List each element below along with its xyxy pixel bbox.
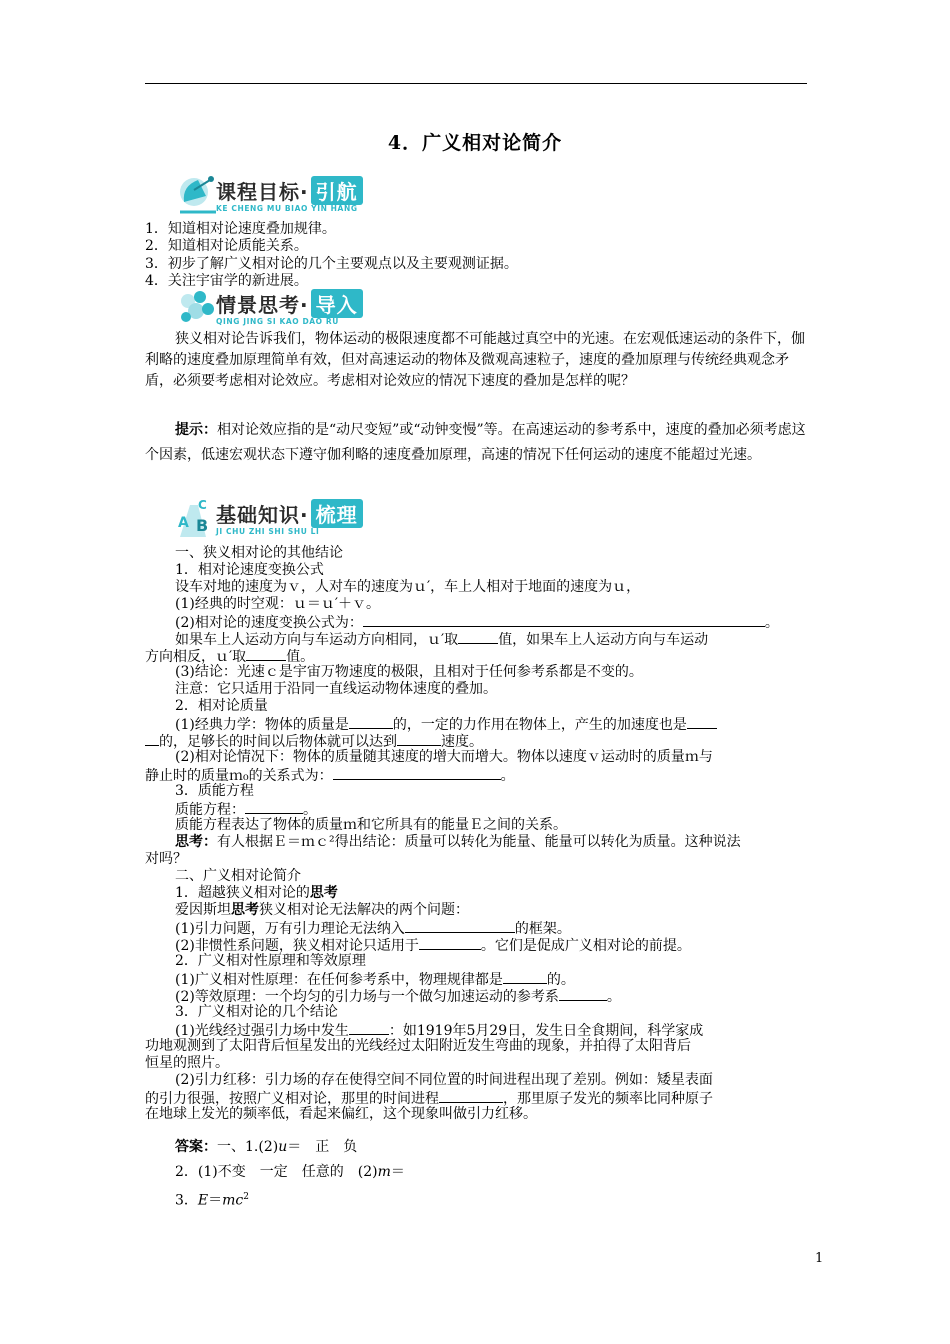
text-line: 爱因斯坦思考狭义相对论无法解决的两个问题：: [175, 902, 469, 918]
text-line: (2)引力红移：引力场的存在使得空间不同位置的时间进程出现了差别。例如：矮星表面: [175, 1072, 713, 1088]
subsection-heading: 1．超越狭义相对论的思考: [175, 885, 338, 901]
hint-label: 提示：: [175, 422, 217, 438]
banner-pinyin: QING JING SI KAO DAO RU: [216, 317, 339, 326]
text-line: 思考：有人根据Ｅ＝ｍｃ²得出结论：质量可以转化为能量、能量可以转化为质量。这种说法: [175, 834, 741, 850]
svg-text:B: B: [196, 516, 209, 535]
fill-blank[interactable]: [405, 919, 515, 933]
fill-blank[interactable]: [245, 800, 303, 814]
answer-line: 3．$E=mc^2$: [175, 1192, 250, 1209]
text-line: 如果车上人运动方向与车运动方向相同，ｕ′取 值，如果车上人运动方向与车运动: [175, 632, 709, 648]
page-title: 4．广义相对论简介: [387, 132, 563, 154]
fill-blank[interactable]: [397, 732, 441, 746]
banner-title: 情景思考· 导入: [216, 289, 363, 318]
fill-blank[interactable]: [246, 647, 286, 661]
fill-blank[interactable]: [559, 987, 607, 1001]
text-line: (1)光线经过强引力场中发生 ：如1919年5月29日，发生日全食期间，科学家成: [175, 1023, 704, 1039]
text-line: (2)相对论情况下：物体的质量随其速度的增大而增大。物体以速度ｖ运动时的质量ｍ与: [175, 749, 713, 765]
text-line: 设车对地的速度为ｖ，人对车的速度为ｕ′，车上人相对于地面的速度为ｕ，: [175, 579, 641, 595]
page-number: 1: [815, 1251, 824, 1266]
banner-title: 基础知识· 梳理: [216, 499, 363, 528]
banner-pinyin: JI CHU ZHI SHI SHU LI: [216, 527, 320, 536]
goal-item: 4．关注宇宙学的新进展。: [145, 273, 308, 289]
text-line: (2)非惯性系问题，狭义相对论只适用于 。它们是促成广义相对论的前提。: [175, 938, 691, 954]
text-line: (1)引力问题，万有引力理论无法纳入 的框架。: [175, 921, 571, 937]
answer-label: 答案：: [175, 1139, 217, 1155]
text-line: 的，足够长的时间以后物体就可以达到 速度。: [145, 732, 807, 751]
text-line: 功地观测到了太阳背后恒星发出的光线经过太阳附近发生弯曲的现象，并拍得了太阳背后: [145, 1038, 691, 1054]
text-line: 的引力很强，按照广义相对论，那里的时间进程 ，那里原子发光的频率比同种原子: [145, 1091, 713, 1107]
subsection-heading: 1．相对论速度变换公式: [175, 562, 324, 578]
subsection-heading: 2．相对论质量: [175, 698, 268, 714]
section-heading: 一、狭义相对论的其他结论: [175, 545, 343, 561]
subsection-heading: 3．质能方程: [175, 783, 254, 799]
fill-blank[interactable]: [349, 1021, 389, 1035]
text-line: 质能方程： 。: [175, 802, 317, 818]
intro-paragraph: 狭义相对论告诉我们，物体运动的极限速度都不可能越过真空中的光速。在宏观低速运动的条件下，伽利略的速度叠加原理简单有效，但对高速运动的物体及微观高速粒子，速度的叠加原理与传统经典观念矛盾，必须要考虑相对论效应。考虑相对论效应的情况下速度的叠加是怎样的呢？: [145, 331, 805, 389]
banner-title: 课程目标· 引航: [216, 176, 363, 205]
text-line: (1)广义相对性原理：在任何参考系中，物理规律都是 的。: [175, 972, 575, 988]
answer-line: 答案：一、1.(2)u＝ 正 负: [175, 1139, 358, 1155]
text-line: 注意：它只适用于沿同一直线运动物体速度的叠加。: [175, 681, 497, 697]
text-line: (1)经典力学：物体的质量是 的，一定的力作用在物体上，产生的加速度也是: [175, 715, 837, 734]
text-line: 静止时的质量ｍ₀的关系式为： 。: [145, 768, 515, 784]
goal-item: 2．知道相对论质能关系。: [145, 238, 308, 254]
banner-basic-knowledge: [176, 495, 416, 541]
subsection-heading: 2．广义相对性原理和等效原理: [175, 953, 366, 969]
text-line: (2)相对论的速度变换公式为： 。: [175, 615, 779, 631]
banner-course-goals: [176, 172, 416, 218]
fill-blank[interactable]: [439, 1089, 503, 1103]
fill-blank[interactable]: [333, 766, 501, 780]
goal-item: 3．初步了解广义相对论的几个主要观点以及主要观测证据。: [145, 256, 518, 272]
goal-item: 1．知道相对论速度叠加规律。: [145, 221, 336, 237]
text-line: 恒星的照片。: [145, 1055, 229, 1071]
fill-blank[interactable]: [363, 613, 765, 627]
svg-text:A: A: [178, 515, 189, 531]
fill-blank[interactable]: [458, 630, 498, 644]
svg-text:C: C: [198, 498, 207, 512]
section-heading: 二、广义相对论简介: [175, 868, 301, 884]
text-line: (2)等效原理：一个均匀的引力场与一个做匀加速运动的参考系 。: [175, 989, 621, 1005]
hint-paragraph: 提示：相对论效应指的是“动尺变短”或“动钟变慢”等。在高速运动的参考系中，速度的叠加必须考虑这个因素，低速宏观状态下遵守伽利略的速度叠加原理，高速的情况下任何运动的速度不能超过光速。: [145, 422, 806, 463]
banner-scenario: [176, 285, 416, 331]
banner-pinyin: KE CHENG MU BIAO YIN HANG: [216, 204, 358, 213]
subsection-heading: 3．广义相对论的几个结论: [175, 1004, 338, 1020]
header-rule: [145, 83, 807, 84]
text-line: 方向相反，ｕ′取 值。: [145, 649, 315, 665]
fill-blank[interactable]: [419, 936, 481, 950]
fill-blank[interactable]: [503, 970, 547, 984]
fill-blank[interactable]: [349, 715, 393, 729]
text-line: 在地球上发光的频率低，看起来偏红，这个现象叫做引力红移。: [145, 1106, 537, 1122]
text-line: 对吗？: [145, 851, 187, 867]
fill-blank[interactable]: [687, 715, 717, 729]
answer-line: 2．(1)不变 一定 任意的 (2)m＝: [175, 1164, 405, 1180]
fill-blank[interactable]: [145, 732, 159, 746]
text-line: (3)结论：光速ｃ是宇宙万物速度的极限，且相对于任何参考系都是不变的。: [175, 664, 643, 680]
text-line: 质能方程表达了物体的质量ｍ和它所具有的能量Ｅ之间的关系。: [175, 817, 567, 833]
text-line: (1)经典的时空观：ｕ＝ｕ′＋ｖ。: [175, 596, 381, 612]
